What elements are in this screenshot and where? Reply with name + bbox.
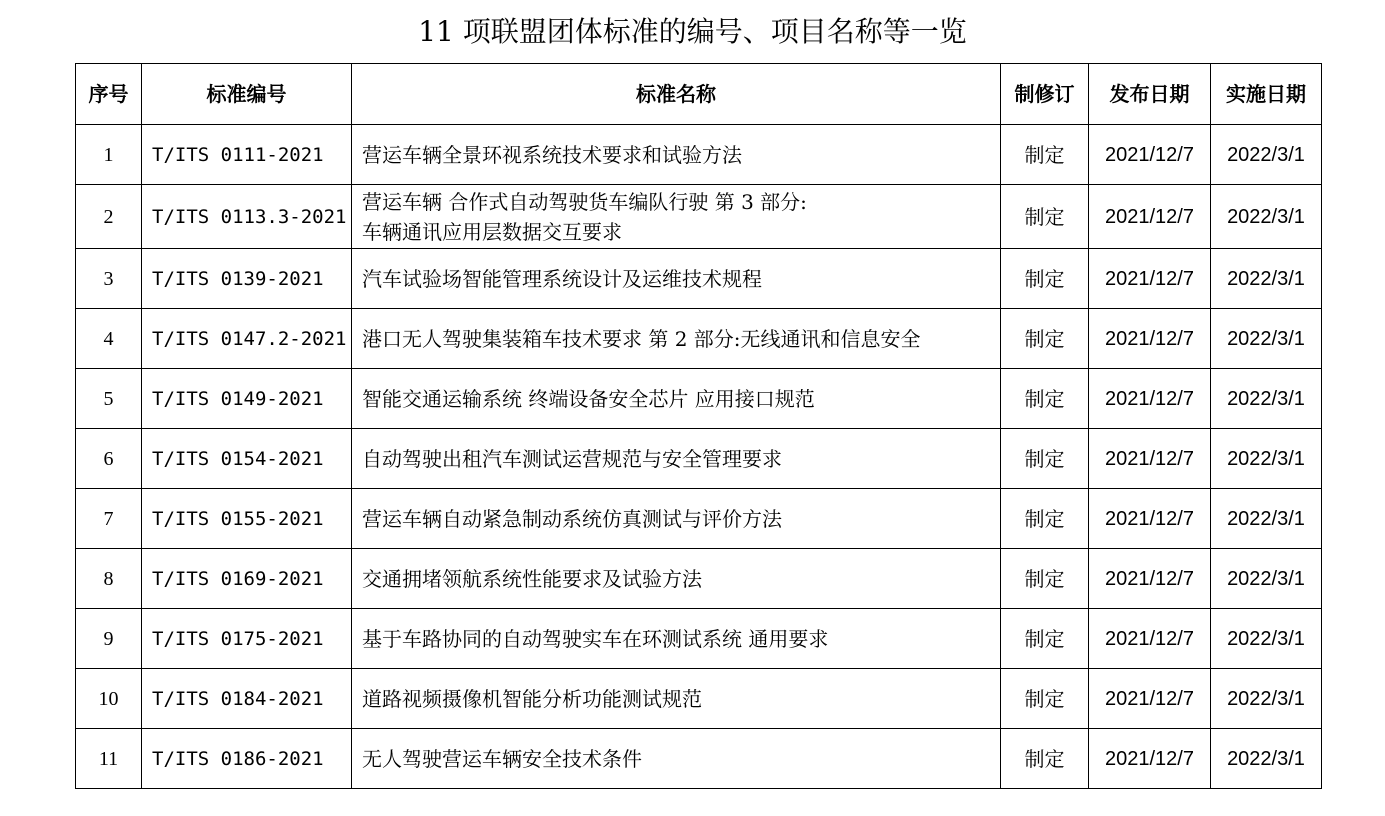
cell-published: 2021/12/7 xyxy=(1089,489,1211,549)
cell-no: 1 xyxy=(76,125,142,185)
cell-code: T/ITS 0149-2021 xyxy=(142,369,352,429)
cell-name-line: 无人驾驶营运车辆安全技术条件 xyxy=(362,746,642,771)
cell-effective: 2022/3/1 xyxy=(1211,489,1322,549)
cell-effective: 2022/3/1 xyxy=(1211,125,1322,185)
cell-published: 2021/12/7 xyxy=(1089,549,1211,609)
table-row xyxy=(76,125,1322,185)
cell-type: 制定 xyxy=(1001,429,1089,489)
cell-type: 制定 xyxy=(1001,249,1089,309)
table-header xyxy=(76,64,1322,125)
cell-name xyxy=(352,669,1001,729)
header-no: 序号 xyxy=(76,64,142,125)
cell-type: 制定 xyxy=(1001,729,1089,789)
header-published: 发布日期 xyxy=(1089,64,1211,125)
table-row xyxy=(76,669,1322,729)
cell-published: 2021/12/7 xyxy=(1089,185,1211,249)
cell-effective: 2022/3/1 xyxy=(1211,669,1322,729)
cell-code: T/ITS 0155-2021 xyxy=(142,489,352,549)
cell-name xyxy=(352,549,1001,609)
table-row xyxy=(76,489,1322,549)
cell-no: 3 xyxy=(76,249,142,309)
cell-name-line: 基于车路协同的自动驾驶实车在环测试系统 通用要求 xyxy=(362,626,829,651)
cell-effective: 2022/3/1 xyxy=(1211,185,1322,249)
cell-type: 制定 xyxy=(1001,309,1089,369)
cell-name xyxy=(352,489,1001,549)
table-row xyxy=(76,369,1322,429)
cell-code: T/ITS 0169-2021 xyxy=(142,549,352,609)
cell-published: 2021/12/7 xyxy=(1089,609,1211,669)
cell-published: 2021/12/7 xyxy=(1089,369,1211,429)
cell-no: 6 xyxy=(76,429,142,489)
cell-name xyxy=(352,429,1001,489)
cell-published: 2021/12/7 xyxy=(1089,309,1211,369)
standards-table xyxy=(75,63,1322,789)
table-row xyxy=(76,249,1322,309)
cell-type: 制定 xyxy=(1001,549,1089,609)
cell-type: 制定 xyxy=(1001,609,1089,669)
header-name: 标准名称 xyxy=(352,64,1001,125)
cell-code: T/ITS 0147.2-2021 xyxy=(142,309,352,369)
cell-name-line: 营运车辆自动紧急制动系统仿真测试与评价方法 xyxy=(362,506,782,531)
cell-name-line: 汽车试验场智能管理系统设计及运维技术规程 xyxy=(362,266,762,291)
cell-published: 2021/12/7 xyxy=(1089,729,1211,789)
cell-published: 2021/12/7 xyxy=(1089,429,1211,489)
cell-code: T/ITS 0139-2021 xyxy=(142,249,352,309)
cell-name xyxy=(352,185,1001,249)
cell-name xyxy=(352,729,1001,789)
cell-type: 制定 xyxy=(1001,369,1089,429)
cell-name xyxy=(352,309,1001,369)
cell-effective: 2022/3/1 xyxy=(1211,609,1322,669)
cell-name-line: 港口无人驾驶集装箱车技术要求 第 2 部分:无线通讯和信息安全 xyxy=(362,326,921,351)
table-row xyxy=(76,549,1322,609)
cell-effective: 2022/3/1 xyxy=(1211,549,1322,609)
cell-name-line: 营运车辆 合作式自动驾驶货车编队行驶 第 3 部分: xyxy=(362,189,807,214)
cell-name-line: 智能交通运输系统 终端设备安全芯片 应用接口规范 xyxy=(362,386,815,411)
cell-effective: 2022/3/1 xyxy=(1211,429,1322,489)
cell-name-line: 自动驾驶出租汽车测试运营规范与安全管理要求 xyxy=(362,446,782,471)
header-type: 制修订 xyxy=(1001,64,1089,125)
cell-type: 制定 xyxy=(1001,185,1089,249)
cell-no: 2 xyxy=(76,185,142,249)
cell-code: T/ITS 0184-2021 xyxy=(142,669,352,729)
cell-name xyxy=(352,125,1001,185)
cell-code: T/ITS 0154-2021 xyxy=(142,429,352,489)
cell-name xyxy=(352,369,1001,429)
cell-effective: 2022/3/1 xyxy=(1211,369,1322,429)
table-row xyxy=(76,185,1322,249)
cell-name-line: 道路视频摄像机智能分析功能测试规范 xyxy=(362,686,702,711)
cell-code: T/ITS 0111-2021 xyxy=(142,125,352,185)
cell-no: 4 xyxy=(76,309,142,369)
cell-name-line: 车辆通讯应用层数据交互要求 xyxy=(362,219,622,244)
header-row xyxy=(76,64,1322,125)
table-row xyxy=(76,609,1322,669)
table-row xyxy=(76,729,1322,789)
cell-no: 11 xyxy=(76,729,142,789)
cell-name xyxy=(352,609,1001,669)
cell-published: 2021/12/7 xyxy=(1089,249,1211,309)
cell-type: 制定 xyxy=(1001,669,1089,729)
cell-name xyxy=(352,249,1001,309)
cell-no: 8 xyxy=(76,549,142,609)
cell-effective: 2022/3/1 xyxy=(1211,729,1322,789)
cell-name-line: 交通拥堵领航系统性能要求及试验方法 xyxy=(362,566,702,591)
table-row xyxy=(76,429,1322,489)
cell-no: 5 xyxy=(76,369,142,429)
table-row xyxy=(76,309,1322,369)
cell-no: 10 xyxy=(76,669,142,729)
cell-effective: 2022/3/1 xyxy=(1211,249,1322,309)
cell-no: 9 xyxy=(76,609,142,669)
cell-effective: 2022/3/1 xyxy=(1211,309,1322,369)
table-body xyxy=(76,125,1322,789)
cell-code: T/ITS 0175-2021 xyxy=(142,609,352,669)
cell-published: 2021/12/7 xyxy=(1089,669,1211,729)
header-code: 标准编号 xyxy=(142,64,352,125)
cell-code: T/ITS 0113.3-2021 xyxy=(142,185,352,249)
cell-type: 制定 xyxy=(1001,489,1089,549)
header-effective: 实施日期 xyxy=(1211,64,1322,125)
cell-published: 2021/12/7 xyxy=(1089,125,1211,185)
document-title: 11 项联盟团体标准的编号、项目名称等一览 xyxy=(418,15,967,48)
cell-name-line: 营运车辆全景环视系统技术要求和试验方法 xyxy=(362,142,742,167)
cell-code: T/ITS 0186-2021 xyxy=(142,729,352,789)
cell-type: 制定 xyxy=(1001,125,1089,185)
cell-no: 7 xyxy=(76,489,142,549)
